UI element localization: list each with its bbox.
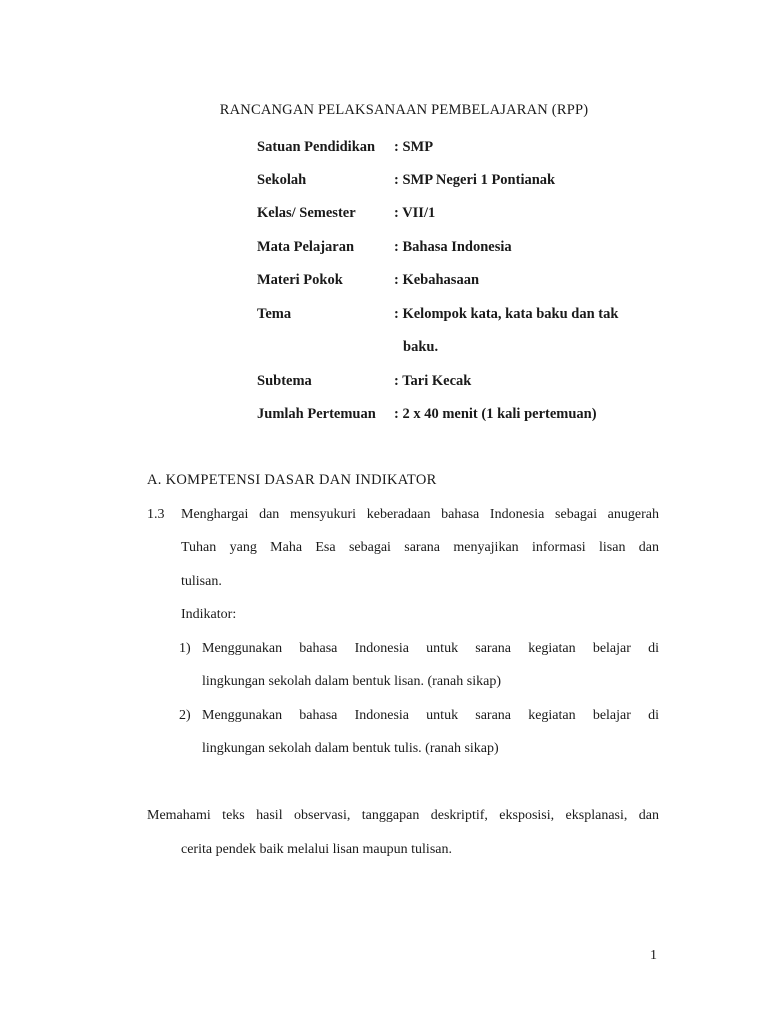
identity-value: : Kebahasaan	[394, 272, 480, 288]
identity-value: : SMP Negeri 1 Pontianak	[394, 172, 556, 188]
identity-label: Jumlah Pertemuan	[257, 406, 376, 422]
identity-row-satuan-pendidikan	[257, 139, 659, 161]
identity-value: : Kelompok kata, kata baku dan tak	[394, 306, 619, 322]
indicator-number: 1)	[179, 641, 191, 656]
identity-label: Kelas/ Semester	[257, 205, 356, 221]
identity-value: : SMP	[394, 139, 434, 155]
identity-label: Mata Pelajaran	[257, 239, 355, 255]
section-heading: A. KOMPETENSI DASAR DAN INDIKATOR	[147, 472, 437, 488]
identity-value: : 2 x 40 menit (1 kali pertemuan)	[394, 406, 597, 422]
identity-value: : Bahasa Indonesia	[394, 239, 512, 255]
indicator-text-line: Menggunakan bahasa Indonesia untuk sarana kegiatan belajar di	[202, 708, 659, 723]
indicator-text-line: lingkungan sekolah dalam bentuk tulis. (ranah sikap)	[202, 741, 499, 756]
identity-value: : Tari Kecak	[394, 373, 472, 389]
page-number: 1	[650, 948, 657, 963]
identity-label: Materi Pokok	[257, 272, 343, 288]
identity-row-materi-pokok	[257, 272, 659, 294]
kd-number: 1.3	[147, 507, 165, 522]
identity-row-sekolah	[257, 172, 659, 194]
identity-tema-continuation: baku.	[403, 339, 439, 355]
identity-row-jumlah-pertemuan	[257, 406, 659, 428]
identity-row-mata-pelajaran	[257, 239, 659, 261]
paragraph-line: cerita pendek baik melalui lisan maupun tulisan.	[181, 842, 452, 857]
kd-text-line: Menghargai dan mensyukuri keberadaan bahasa Indonesia sebagai anugerah	[181, 507, 659, 522]
identity-value: : VII/1	[394, 205, 436, 221]
indicator-text-line: Menggunakan bahasa Indonesia untuk sarana kegiatan belajar di	[202, 641, 659, 656]
identity-row-tema	[257, 306, 659, 328]
kd-text-line: Tuhan yang Maha Esa sebagai sarana menyajikan informasi lisan dan	[181, 540, 659, 555]
identity-row-kelas-semester	[257, 205, 659, 227]
identity-row-subtema	[257, 373, 659, 395]
paragraph-line: Memahami teks hasil observasi, tanggapan deskriptif, eksposisi, eksplanasi, dan	[147, 808, 659, 823]
identity-label: Sekolah	[257, 172, 307, 188]
identity-label: Tema	[257, 306, 292, 322]
identity-label: Satuan Pendidikan	[257, 139, 376, 155]
identity-label: Subtema	[257, 373, 312, 389]
kd-text-line: tulisan.	[181, 574, 222, 589]
indicator-number: 2)	[179, 708, 191, 723]
indicator-label: Indikator:	[181, 607, 237, 622]
document-title: RANCANGAN PELAKSANAAN PEMBELAJARAN (RPP)	[219, 102, 589, 118]
indicator-text-line: lingkungan sekolah dalam bentuk lisan. (ranah sikap)	[202, 674, 501, 689]
